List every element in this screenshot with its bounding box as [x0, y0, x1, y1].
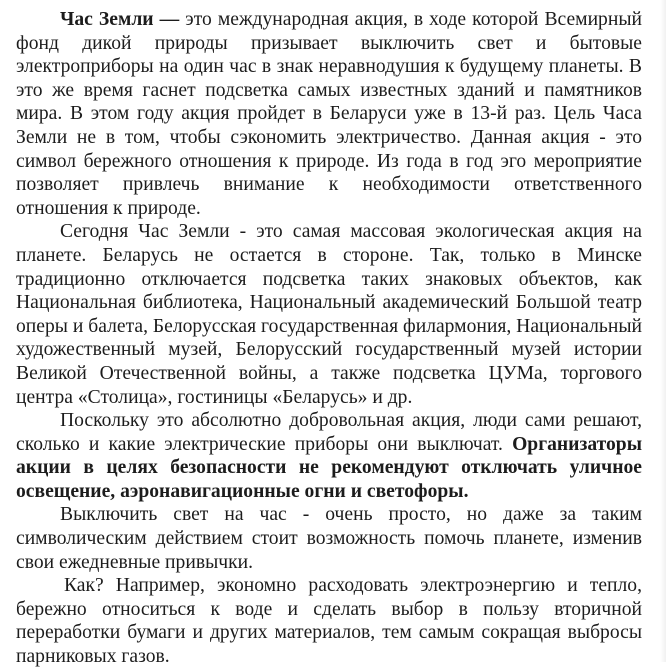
- paragraph-text: Выключить свет на час - очень просто, но даже за таким символическим действием стоит возможность помочь планете, изменив свои ежедневные привычки.: [16, 504, 642, 573]
- paragraph-minsk-landmarks: [16, 220, 642, 409]
- safety-warning: Организаторы акции в целях безопасности не рекомендуют отключать уличное освещение, аэронавигационные огни и светофоры.: [16, 433, 642, 502]
- scan-edge-shadow: [660, 0, 666, 662]
- document-page: [16, 8, 642, 669]
- paragraph-earth-hour-intro: [16, 8, 642, 220]
- paragraph-text: Поскольку это абсолютно добровольная акция, люди сами решают, сколько и какие электрические приборы они выключат.: [16, 410, 642, 455]
- paragraph-simple-action: [16, 503, 642, 574]
- term-earth-hour: Час Земли —: [60, 9, 180, 30]
- paragraph-how-to-help: [16, 574, 642, 668]
- paragraph-voluntary-action: [16, 409, 642, 503]
- paragraph-text: это международная акция, в ходе которой Всемирный фонд дикой природы призывает выключить свет и бытовые электроприборы на один час в знак неравнодушия к будущему планеты. В это же время гаснет подсветка самых известных зданий и памятников мира. В этом году акция пройдет в Беларуси уже в 13-й раз. Цель Часа Земли не в том, чтобы сэкономить электричество. Данная акция - это символ бережного отношения к природе. Из года в год эго мероприятие позволяет привлечь внимание к необходимости ответственного отношения к природе.: [16, 9, 642, 219]
- paragraph-text: Как? Например, экономно расходовать электроэнергию и тепло, бережно относиться к воде и сделать выбор в пользу вторичной переработки бумаги и других материалов, тем самым сокращая выбросы парниковых газов.: [16, 575, 642, 668]
- paragraph-text: Сегодня Час Земли - это самая массовая экологическая акция на планете. Беларусь не остается в стороне. Так, только в Минске традиционно отключается подсветка таких знаковых объектов, как Национальная библиотека, Национальный академический Большой театр оперы и балета, Белорусская государственная филармония, Национальный художественный музей, Белорусский государственный музей истории Великой Отечественной войны, а также подсветка ЦУМа, торгового центра «Столица», гостиницы «Беларусь» и др.: [16, 221, 642, 408]
